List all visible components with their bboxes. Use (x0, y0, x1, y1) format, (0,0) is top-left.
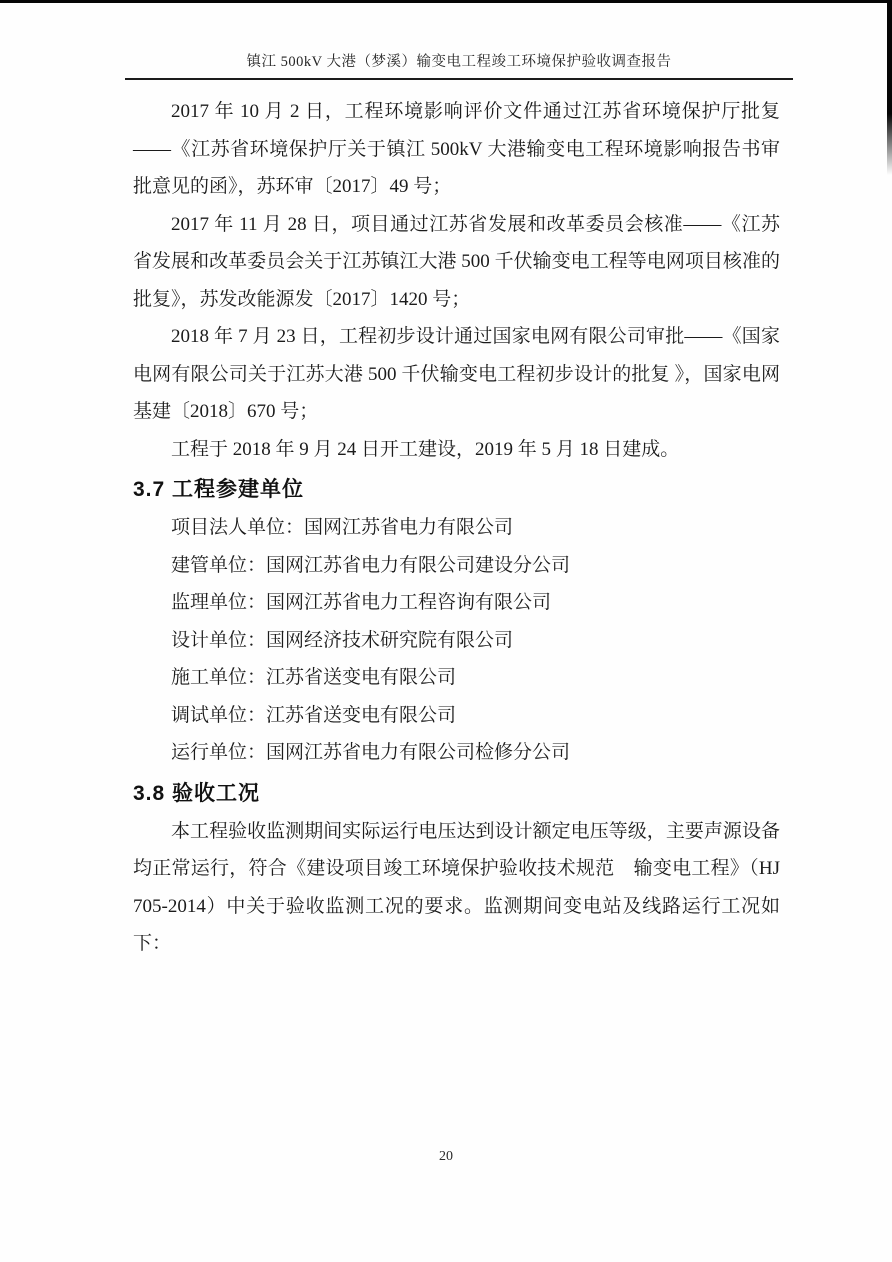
body-paragraph-2: 2017 年 11 月 28 日，项目通过江苏省发展和改革委员会核准——《江苏省发展和改革委员会关于江苏镇江大港 500 千伏输变电工程等电网项目核准的批复》，苏发改能源发〔2017〕1420 号； (133, 213, 780, 310)
participant-unit-supervision: 监理单位：国网江苏省电力工程咨询有限公司 (171, 592, 552, 613)
document-body (133, 93, 780, 963)
body-paragraph-1: 2017 年 10 月 2 日，工程环境影响评价文件通过江苏省环境保护厅批复——《江苏省环境保护厅关于镇江 500kV 大港输变电工程环境影响报告书审批意见的函》，苏环审〔2017〕49 号； (133, 101, 780, 197)
body-paragraph-4: 工程于 2018 年 9 月 24 日开工建设，2019 年 5 月 18 日建成。 (171, 438, 680, 460)
participant-unit-builder: 施工单位：江苏省送变电有限公司 (171, 667, 457, 688)
body-paragraph-5: 本工程验收监测期间实际运行电压达到设计额定电压等级，主要声源设备均正常运行，符合《建设项目竣工环境保护验收技术规范 输变电工程》（HJ 705-2014）中关于验收监测工况的要求。监测期间变电站及线路运行工况如下： (133, 820, 780, 954)
body-paragraph-3: 2018 年 7 月 23 日，工程初步设计通过国家电网有限公司审批——《国家电网有限公司关于江苏大港 500 千伏输变电工程初步设计的批复 》，国家电网基建〔2018〕670 号； (133, 326, 780, 422)
participant-unit-legal: 项目法人单位：国网江苏省电力有限公司 (171, 517, 514, 538)
running-header-title: 镇江 500kV 大港（梦溪）输变电工程竣工环境保护验收调查报告 (246, 54, 672, 70)
page-footer (0, 1147, 892, 1165)
participant-unit-construction-mgmt: 建管单位：国网江苏省电力有限公司建设分公司 (171, 554, 571, 576)
participant-unit-operation: 运行单位：国网江苏省电力有限公司检修分公司 (171, 742, 571, 763)
section-heading-3-7: 3.7 工程参建单位 (133, 478, 305, 501)
participant-unit-design: 设计单位：国网经济技术研究院有限公司 (171, 629, 514, 651)
section-heading-3-8: 3.8 验收工况 (133, 781, 261, 805)
running-header (125, 0, 793, 80)
scan-artifact-right-edge (887, 0, 892, 175)
participant-unit-commissioning: 调试单位：江苏省送变电有限公司 (171, 704, 457, 726)
page-number: 20 (439, 1149, 453, 1164)
scan-artifact-top-edge (0, 0, 892, 3)
